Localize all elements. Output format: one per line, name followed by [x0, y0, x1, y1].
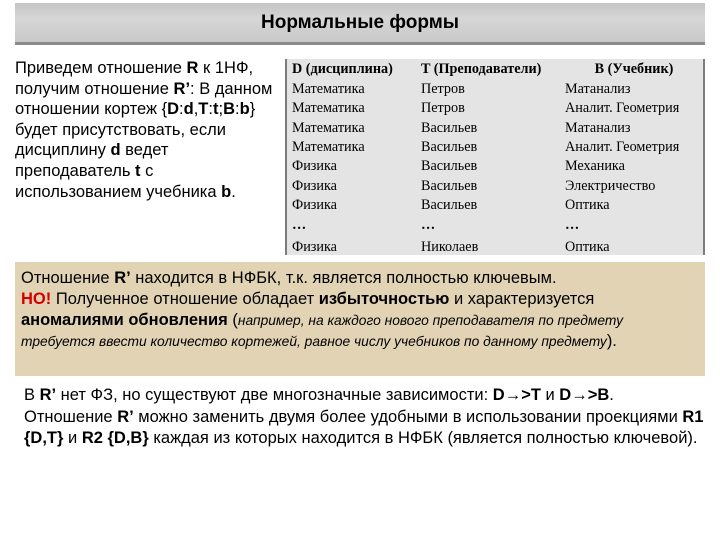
table-row: Математика Петров Матанализ	[292, 81, 631, 98]
slide-title-bar	[15, 3, 705, 45]
mvd-arrow-icon: →	[504, 386, 522, 404]
table-header-row	[287, 59, 703, 80]
header-teachers: T (Преподаватели)	[421, 61, 542, 77]
relation-table	[285, 59, 705, 255]
table-row: Физика Николаев Оптика	[292, 239, 610, 256]
anomalies-note: Отношение R’ находится в НФБК, т.к. является полностью ключевым. НО! Полученное отношение обладает избыточностью и характеризуется аномалиями обновления (например, на каждого нового преподавателя по предмету требуется ввести количество кортежей, равное числу учебников по данному предмету).	[15, 262, 705, 376]
table-row: Физика Васильев Оптика	[292, 196, 610, 213]
table-row: Математика Васильев Матанализ	[292, 119, 631, 136]
table-ellipsis-row: … … …	[292, 217, 580, 234]
table-row: Математика Васильев Аналит. Геометрия	[292, 139, 680, 156]
header-textbook: B (Учебник)	[594, 61, 674, 77]
table-row: Математика Петров Аналит. Геометрия	[292, 100, 680, 117]
mvd-arrow-icon: →	[571, 386, 588, 404]
header-discipline: D (дисциплина)	[292, 61, 393, 77]
but-label: НО!	[21, 290, 52, 308]
table-row: Физика Васильев Механика	[292, 158, 625, 175]
intro-paragraph: Приведем отношение R к 1НФ, получим отношение R’: В данном отношении кортеж {D:d,T:t;B:b} будет присутствовать, если дисциплину d ведет преподаватель t с использованием учебника b.	[15, 59, 273, 201]
example-text: например, на каждого нового преподавателя по предмету требуется ввести количество кортежей, равное числу учебников по данному предмету	[21, 313, 623, 349]
slide-title: Нормальные формы	[261, 11, 459, 33]
table-row: Физика Васильев Электричество	[292, 177, 656, 194]
conclusion-paragraph: В R’ нет ФЗ, но существуют две многозначные зависимости: D→>T и D→>B. Отношение R’ можно заменить двумя более удобными в использовании проекциями R1 {D,T} и R2 {D,B} каждая из которых находится в НФБК (является полностью ключевой).	[24, 386, 704, 447]
